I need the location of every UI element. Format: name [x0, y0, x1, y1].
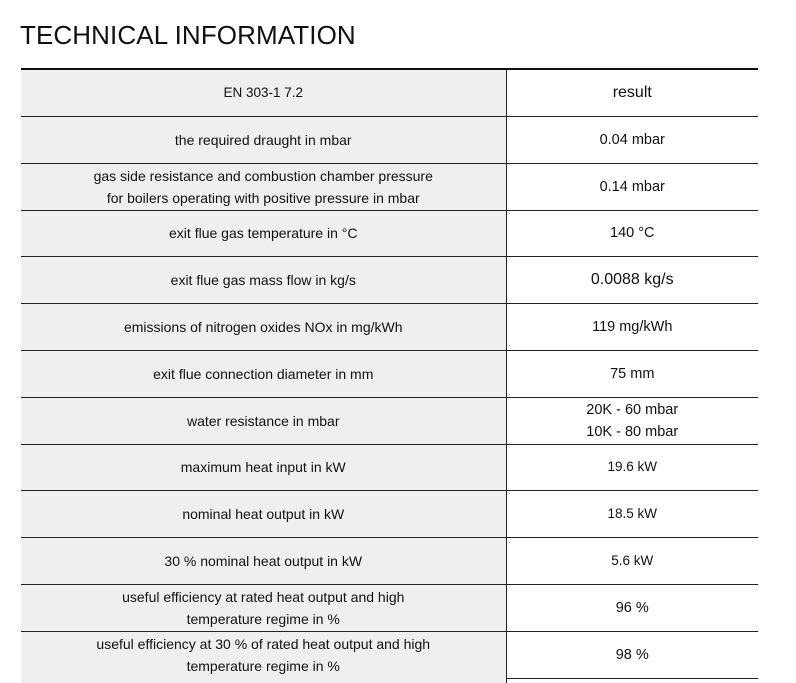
value-text: 75 mm	[610, 365, 655, 382]
value-cell	[506, 257, 758, 304]
header-parameter	[21, 69, 506, 117]
parameter-text: the required draught in mbar	[174, 131, 352, 148]
parameter-cell	[21, 538, 506, 585]
value-text: 0.0088 kg/s	[590, 271, 674, 289]
table-row	[21, 491, 758, 538]
value-cell	[506, 444, 758, 491]
value-text: 98 %	[615, 646, 649, 663]
value-text: 140 °C	[610, 225, 655, 242]
parameter-cell	[21, 631, 506, 678]
parameter-text: water resistance in mbar	[186, 412, 340, 429]
parameter-text: temperature regime in %	[186, 657, 340, 674]
parameter-text: exit flue gas temperature in °C	[169, 225, 358, 242]
parameter-text: temperature regime in %	[186, 610, 340, 627]
parameter-cell	[21, 117, 506, 164]
value-cell	[506, 491, 758, 538]
table-row	[21, 538, 758, 585]
parameter-text: maximum heat input in kW	[180, 459, 346, 476]
parameter-cell	[21, 584, 506, 631]
table-row	[21, 350, 758, 397]
header-value-label: result	[612, 84, 652, 101]
parameter-cell	[21, 491, 506, 538]
value-text: 20K - 60 mbar	[586, 401, 679, 418]
table-row	[21, 257, 758, 304]
value-text: 0.14 mbar	[599, 178, 665, 195]
value-cell	[506, 538, 758, 585]
parameter-cell	[21, 350, 506, 397]
value-text: 10K - 80 mbar	[586, 423, 679, 440]
parameter-text: nominal heat output in kW	[182, 506, 345, 523]
header-parameter-label: EN 303-1 7.2	[223, 85, 304, 100]
parameter-cell	[21, 397, 506, 444]
value-cell	[506, 163, 758, 210]
value-text: 0.04 mbar	[599, 131, 665, 148]
table-row	[21, 210, 758, 257]
table-header-row	[21, 69, 758, 117]
parameter-text: 30 % nominal heat output in kW	[164, 553, 363, 570]
value-text: 19.6 kW	[607, 459, 658, 475]
table-row	[21, 163, 758, 210]
value-cell	[506, 304, 758, 351]
parameter-text: for boilers operating with positive pressure in mbar	[106, 189, 420, 206]
parameter-cell	[21, 257, 506, 304]
parameter-text: useful efficiency at rated heat output and high	[122, 588, 405, 605]
parameter-cell	[21, 304, 506, 351]
page-title: TECHNICAL INFORMATION	[20, 20, 356, 50]
table-continuation	[21, 678, 758, 683]
table-row	[21, 584, 758, 631]
parameter-text: exit flue connection diameter in mm	[153, 365, 374, 382]
table-row	[21, 631, 758, 678]
value-text: 5.6 kW	[611, 553, 654, 569]
header-value	[506, 69, 758, 117]
value-cell	[506, 631, 758, 678]
parameter-cell	[21, 163, 506, 210]
parameter-text: exit flue gas mass flow in kg/s	[170, 272, 356, 289]
table-row	[21, 444, 758, 491]
table-row	[21, 304, 758, 351]
value-text: 18.5 kW	[607, 506, 658, 522]
technical-info-table	[21, 68, 758, 679]
parameter-text: emissions of nitrogen oxides NOx in mg/kWh	[123, 319, 403, 336]
value-cell	[506, 210, 758, 257]
parameter-text: useful efficiency at 30 % of rated heat output and high	[96, 635, 431, 652]
value-text: 96 %	[615, 599, 649, 616]
parameter-cell	[21, 444, 506, 491]
value-cell	[506, 584, 758, 631]
table-row	[21, 117, 758, 164]
table-row	[21, 397, 758, 444]
value-cell	[506, 397, 758, 444]
value-text: 119 mg/kWh	[592, 319, 673, 336]
parameter-text: gas side resistance and combustion chamber pressure	[93, 167, 433, 184]
value-cell	[506, 117, 758, 164]
parameter-cell	[21, 210, 506, 257]
value-cell	[506, 350, 758, 397]
